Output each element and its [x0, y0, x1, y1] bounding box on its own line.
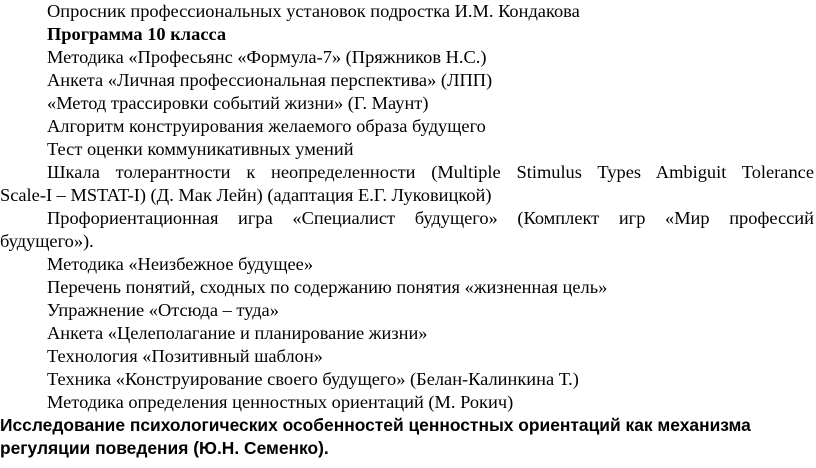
section-heading-grade-10: Программа 10 класса — [47, 24, 227, 44]
line-communication-test: Тест оценки коммуникативных умений — [47, 139, 354, 159]
line-positive-template: Технология «Позитивный шаблон» — [47, 346, 323, 366]
line-lpp-survey: Анкета «Личная профессиональная перспектива» (ЛПП) — [47, 70, 493, 90]
line-tolerance-scale-part2: Scale-I – MSTAT-I) (Д. Мак Лейн) (адаптация Е.Г. Луковицкой) — [0, 185, 492, 205]
line-from-here-to-there: Упражнение «Отсюда – туда» — [47, 300, 279, 320]
line-life-goal-concepts: Перечень понятий, сходных по содержанию понятия «жизненная цель» — [47, 277, 608, 297]
line-future-construction: Техника «Конструирование своего будущего» (Белан-Калинкина Т.) — [47, 369, 579, 389]
final-paragraph-line2: регуляции поведения (Ю.Н. Семенко). — [0, 438, 329, 458]
line-career-game-part1: Профориентационная игра «Специалист будущего» (Комплект игр «Мир профессий — [47, 208, 814, 228]
line-kondakova-questionnaire: Опросник профессиональных установок подростка И.М. Кондакова — [47, 1, 580, 21]
line-future-image-algorithm: Алгоритм конструирования желаемого образа будущего — [47, 116, 486, 136]
line-formula-7: Методика «Професьянс «Формула-7» (Пряжников Н.С.) — [47, 47, 487, 67]
line-career-game-part2: будущего»). — [0, 231, 94, 251]
final-paragraph-line1: Исследование психологических особенностей ценностных ориентаций как механизма — [0, 415, 751, 435]
line-tolerance-scale-part1: Шкала толерантности к неопределенности (Multiple Stimulus Types Ambiguit Tolerance — [47, 162, 814, 182]
line-inevitable-future: Методика «Неизбежное будущее» — [47, 254, 314, 274]
line-goal-setting-survey: Анкета «Целеполагание и планирование жизни» — [47, 323, 428, 343]
line-rokeach-values: Методика определения ценностных ориентаций (М. Рокич) — [47, 392, 514, 412]
line-life-events-tracing: «Метод трассировки событий жизни» (Г. Маунт) — [47, 93, 429, 113]
